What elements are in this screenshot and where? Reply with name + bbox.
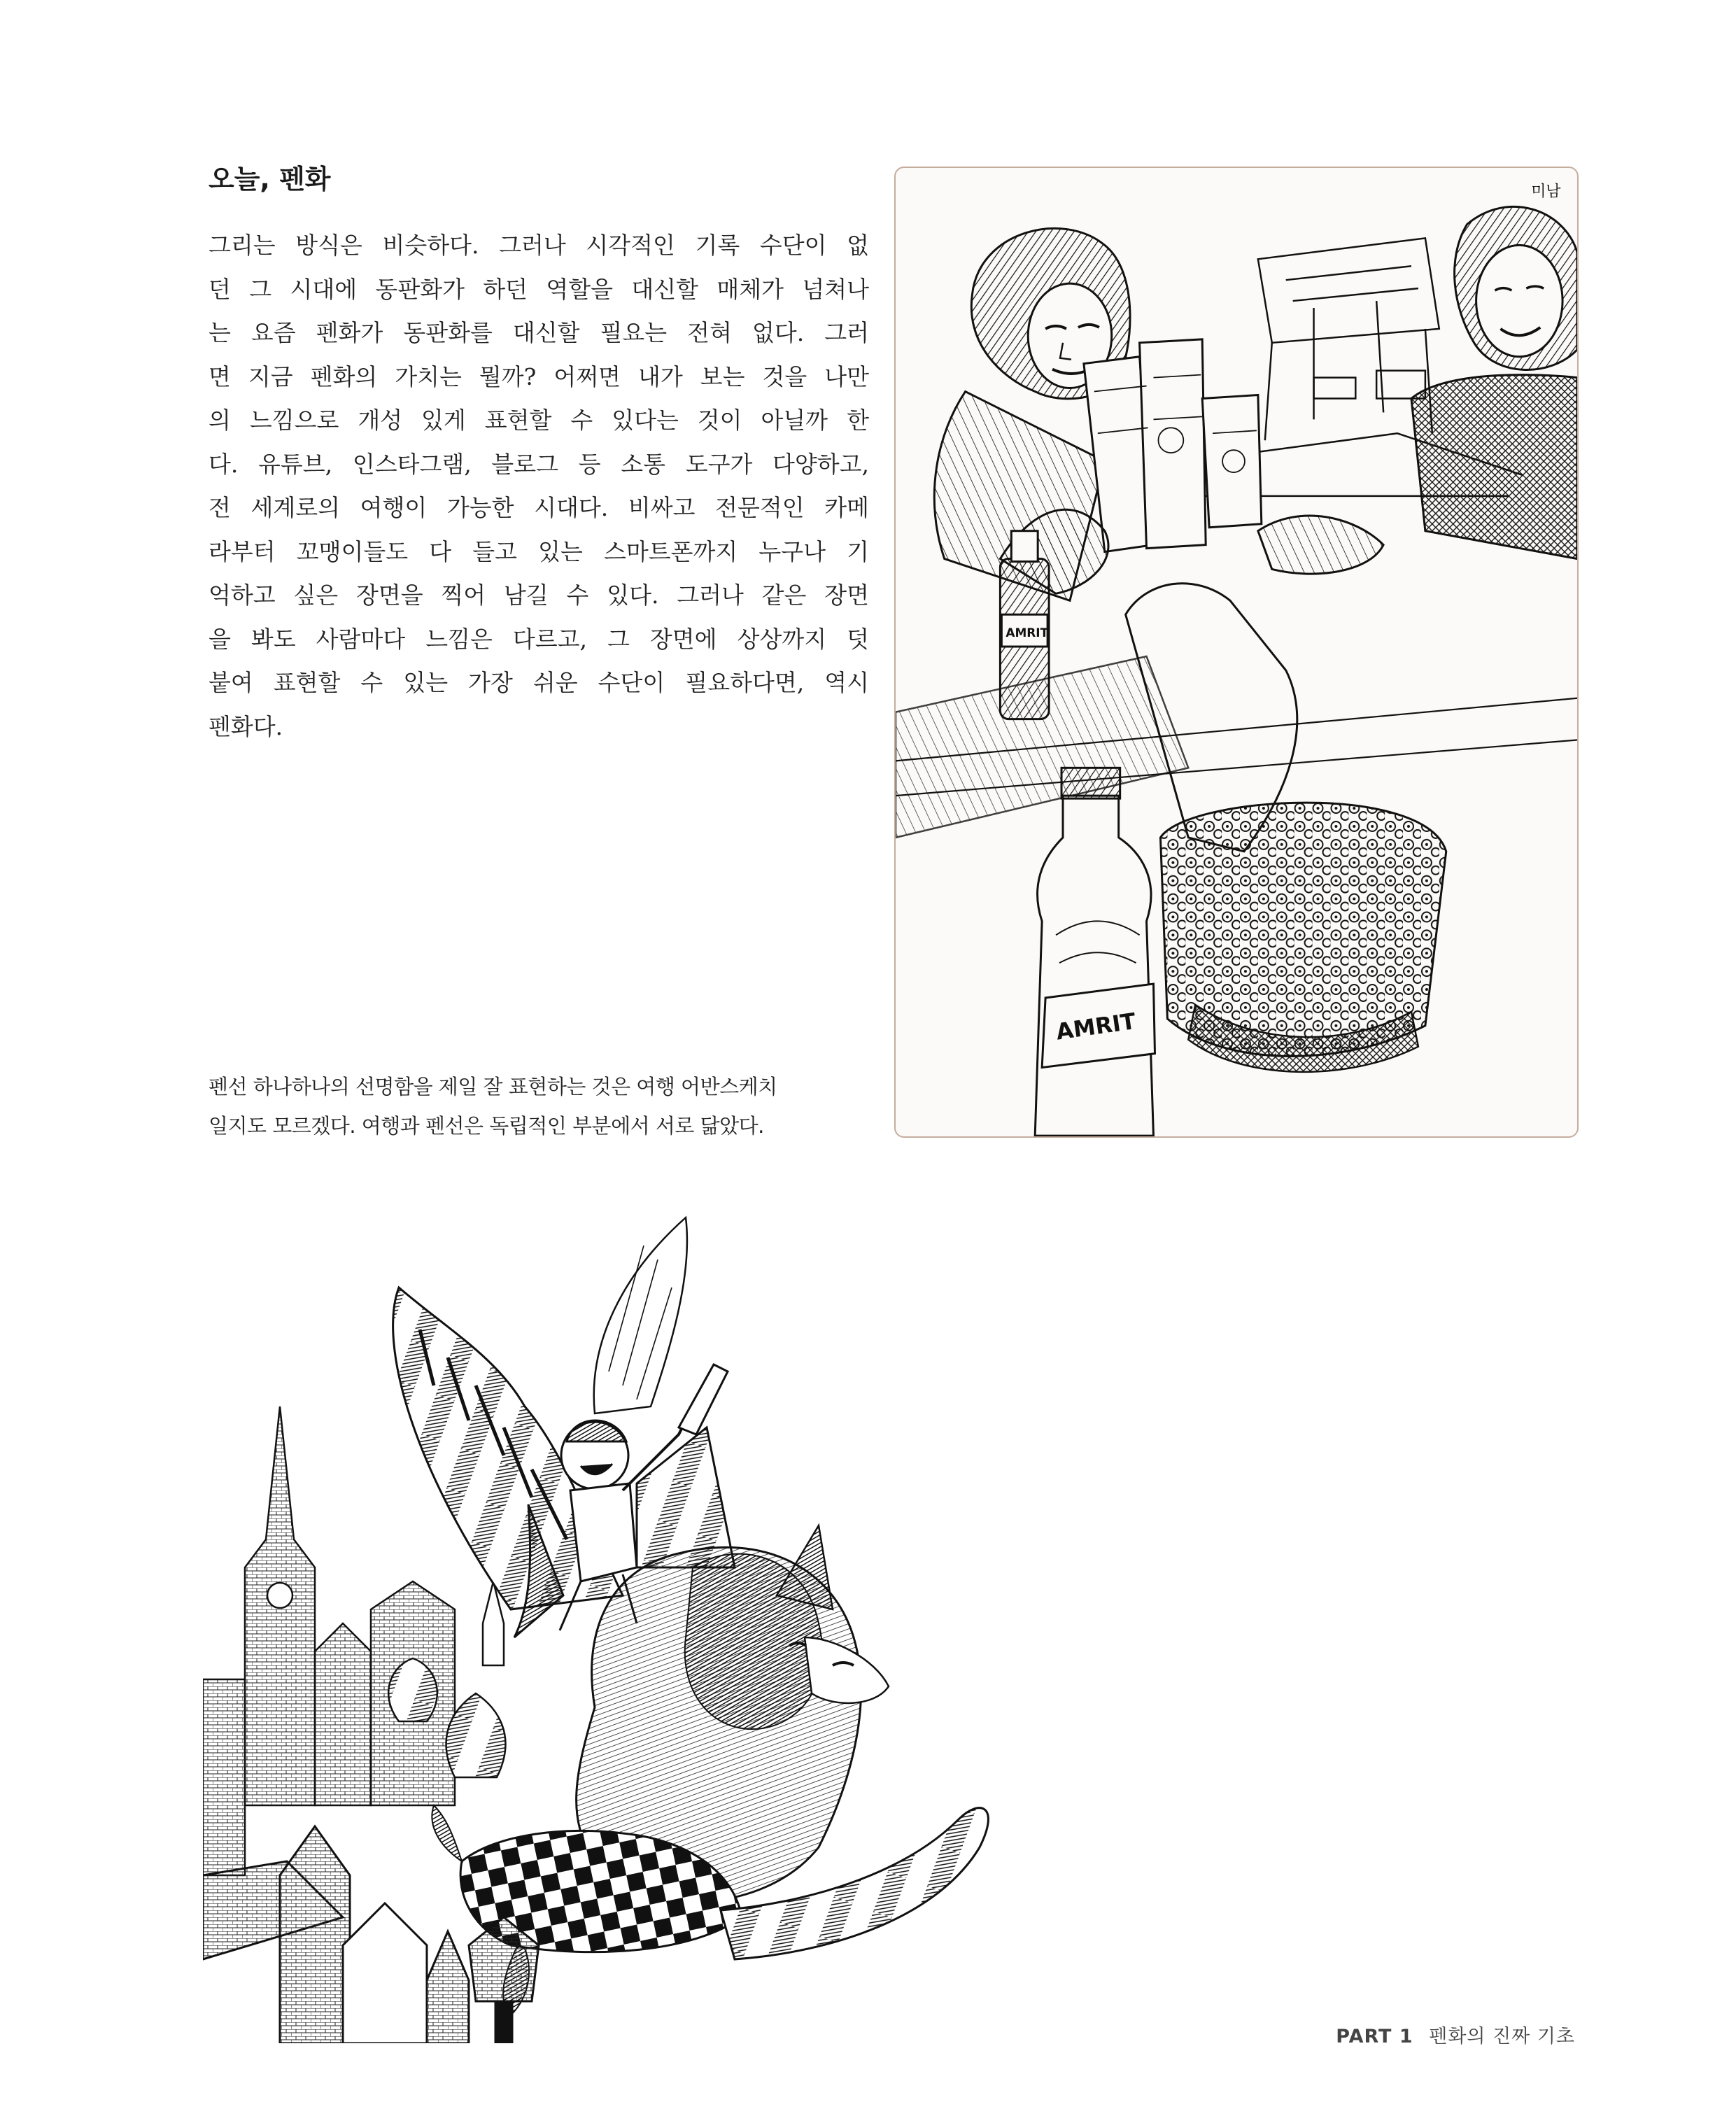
footer-part: PART 1 [1336, 2026, 1413, 2047]
sketch-caption [209, 1067, 866, 1145]
body-paragraph [209, 224, 869, 749]
caption-line: 일지도 모르겠다. 여행과 펜선은 독립적인 부분에서 서로 닮았다. [209, 1114, 764, 1138]
body-line: 면 지금 펜화의 가치는 뭘까? 어쩌면 내가 보는 것을 나만 [209, 362, 869, 390]
body-line: 그리는 방식은 비슷하다. 그러나 시각적인 기록 수단이 없 [209, 232, 869, 259]
page-footer [1336, 2021, 1575, 2048]
toast-sketch-image [894, 167, 1579, 1138]
flying-cat-illustration [203, 1176, 1252, 2043]
body-line: 펜화다. [209, 712, 283, 740]
handwritten-note: 미남 [1531, 183, 1561, 201]
bottle-label-large: AMRIT [1054, 1008, 1138, 1045]
body-line: 붙여 표현할 수 있는 가장 쉬운 수단이 필요하다면, 역시 [209, 669, 869, 696]
body-line: 다. 유튜브, 인스타그램, 블로그 등 소통 도구가 다양하고, [209, 450, 869, 478]
body-line: 억하고 싶은 장면을 찍어 남길 수 있다. 그러나 같은 장면 [209, 581, 869, 609]
bottle-label-small: AMRIT [1005, 626, 1049, 640]
body-line: 라부터 꼬맹이들도 다 들고 있는 스마트폰까지 누구나 기 [209, 537, 869, 565]
body-line: 던 그 시대에 동판화가 하던 역할을 대신할 매체가 넘쳐나 [209, 275, 869, 303]
body-line: 는 요즘 펜화가 동판화를 대신할 필요는 전혀 없다. 그러 [209, 319, 869, 346]
section-title: 오늘, 펜화 [209, 164, 331, 195]
footer-chapter-title: 펜화의 진짜 기초 [1429, 2026, 1575, 2047]
body-line: 을 봐도 사람마다 느낌은 다르고, 그 장면에 상상까지 덧 [209, 625, 869, 653]
caption-line: 펜선 하나하나의 선명함을 제일 잘 표현하는 것은 여행 어반스케치 [209, 1075, 777, 1099]
body-line: 의 느낌으로 개성 있게 표현할 수 있다는 것이 아닐까 한 [209, 407, 869, 434]
body-line: 전 세계로의 여행이 가능한 시대다. 비싸고 전문적인 카메 [209, 494, 869, 521]
